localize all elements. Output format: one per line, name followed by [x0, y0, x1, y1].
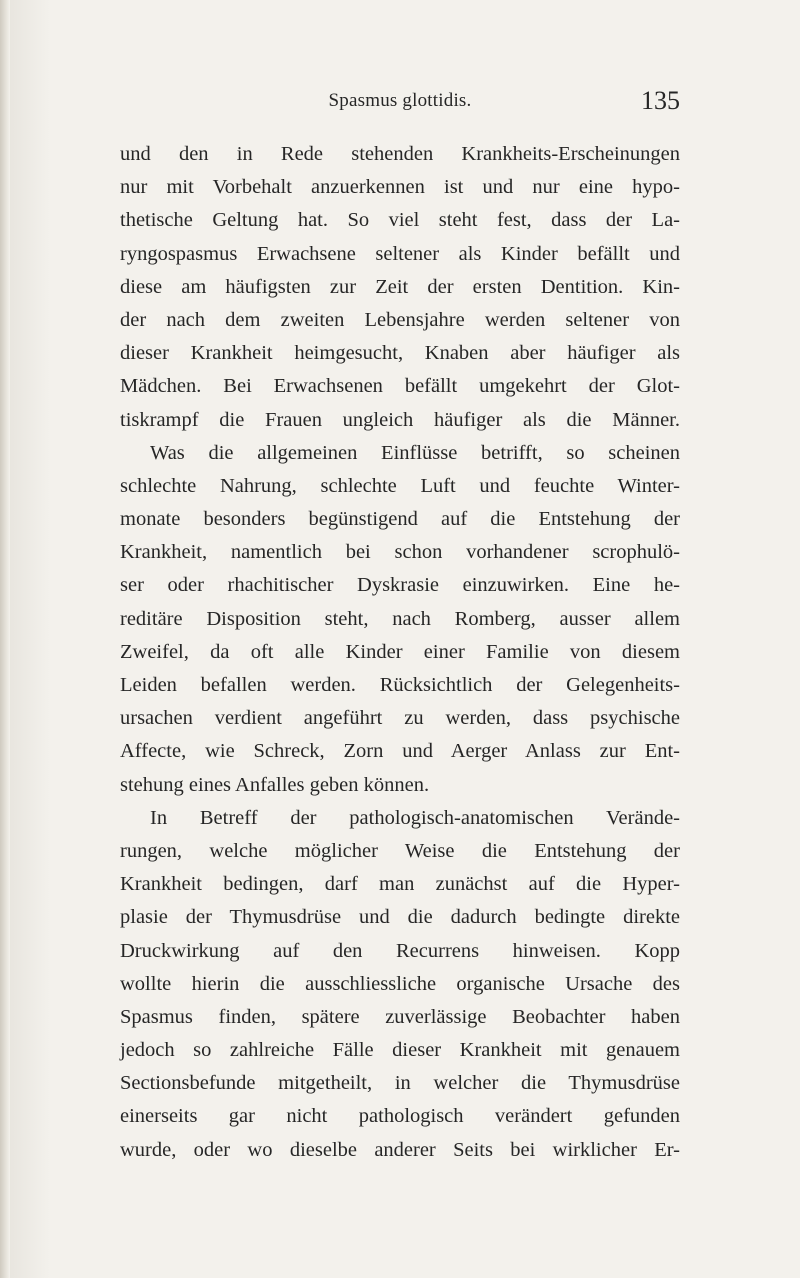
text-line: Was die allgemeinen Einflüsse betrifft, so scheinen — [150, 441, 680, 464]
text-line: Krankheit bedingen, darf man zunächst auf die Hyper- — [120, 873, 680, 896]
text-line: plasie der Thymusdrüse und die dadurch bedingte direkte — [120, 906, 680, 929]
text-line: Zweifel, da oft alle Kinder einer Familie von diesem — [120, 640, 680, 663]
text-line: schlechte Nahrung, schlechte Luft und feuchte Winter- — [120, 474, 680, 497]
text-line: nur mit Vorbehalt anzuerkennen ist und nur eine hypo- — [120, 176, 680, 199]
text-line: Druckwirkung auf den Recurrens hinweisen. Kopp — [120, 939, 680, 962]
running-header — [120, 86, 680, 122]
text-line: In Betreff der pathologisch-anatomischen Verände- — [150, 806, 680, 829]
text-line: einerseits gar nicht pathologisch verändert gefunden — [120, 1105, 680, 1128]
text-line: Sectionsbefunde mitgetheilt, in welcher die Thymusdrüse — [120, 1072, 680, 1095]
text-line: Leiden befallen werden. Rücksichtlich der Gelegenheits- — [120, 674, 680, 696]
text-line: Spasmus finden, spätere zuverlässige Beobachter haben — [120, 1005, 680, 1028]
text-line: reditäre Disposition steht, nach Romberg, ausser allem — [120, 607, 680, 630]
text-line: monate besonders begünstigend auf die Entstehung der — [120, 508, 680, 531]
text-line: ryngospasmus Erwachsene seltener als Kinder befällt und — [120, 242, 680, 265]
text-line: ser oder rhachitischer Dyskrasie einzuwirken. Eine he- — [120, 574, 680, 597]
text-line: Affecte, wie Schreck, Zorn und Aerger Anlass zur Ent- — [120, 740, 680, 763]
scan-shadow — [10, 0, 50, 1278]
text-line: tiskrampf die Frauen ungleich häufiger als die Männer. — [120, 408, 680, 431]
text-line: rungen, welche möglicher Weise die Entstehung der — [120, 839, 680, 862]
text-line: diese am häufigsten zur Zeit der ersten Dentition. Kin- — [120, 275, 680, 298]
text-line: der nach dem zweiten Lebensjahre werden seltener von — [120, 308, 680, 331]
text-line: und den in Rede stehenden Krankheits-Erscheinungen — [120, 143, 680, 165]
running-title: Spasmus glottidis. — [328, 90, 472, 111]
page-number: 135 — [641, 86, 680, 115]
text-line: stehung eines Anfalles geben können. — [120, 773, 430, 796]
text-line: ursachen verdient angeführt zu werden, dass psychische — [120, 707, 680, 730]
book-page — [120, 86, 680, 1167]
text-line: wurde, oder wo dieselbe anderer Seits bei wirklicher Er- — [120, 1138, 680, 1161]
body-text — [120, 138, 680, 1167]
text-line: thetische Geltung hat. So viel steht fest, dass der La- — [120, 209, 680, 232]
text-line: wollte hierin die ausschliessliche organische Ursache des — [120, 972, 680, 995]
text-line: dieser Krankheit heimgesucht, Knaben aber häufiger als — [120, 342, 680, 365]
text-line: jedoch so zahlreiche Fälle dieser Krankheit mit genauem — [120, 1039, 680, 1062]
scan-binding-edge — [0, 0, 10, 1278]
text-line: Krankheit, namentlich bei schon vorhandener scrophulö- — [120, 541, 680, 564]
text-line: Mädchen. Bei Erwachsenen befällt umgekehrt der Glot- — [120, 375, 680, 398]
